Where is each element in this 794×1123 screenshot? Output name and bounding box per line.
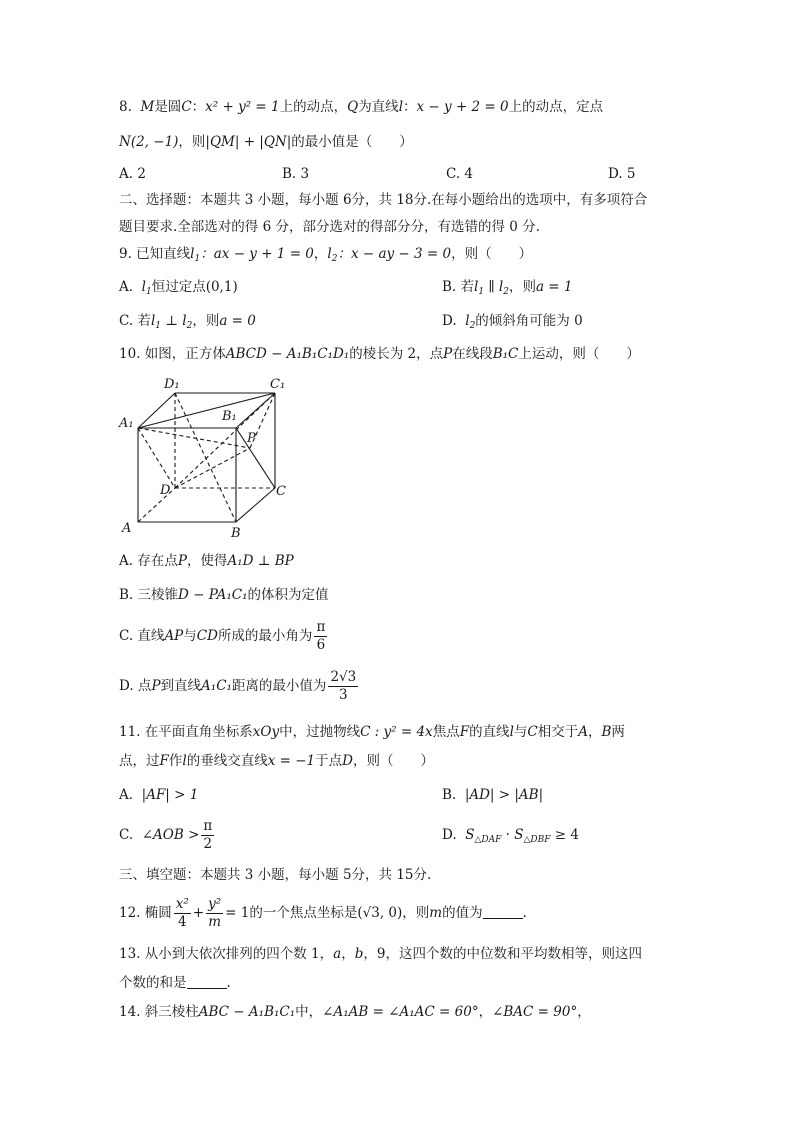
q10-text: A. 存在点 (119, 553, 178, 569)
fraction-x2-over-4 (174, 896, 191, 931)
q10-text: 距离的最小值为 (231, 678, 327, 694)
q10-option-c (119, 618, 329, 654)
section2-heading-cont: 题目要求.全部选对的得 6 分，部分选对的得部分分，有选错的得 0 分. (119, 219, 540, 235)
q10-point-p: P (151, 678, 161, 694)
q11-point-d: D (342, 753, 353, 769)
q11-text: 的垂线交直线 (186, 753, 268, 769)
q8-number: 8. (119, 99, 132, 115)
q9-l2: $l_2$ (498, 279, 509, 297)
q13-text: ，9，这四个数的中位数和平均数相等，则这四 (363, 946, 642, 962)
denominator: 4 (177, 914, 187, 930)
q10-text: 10. 如图，正方体 (119, 346, 226, 362)
q10-segment: B₁C (492, 346, 519, 362)
q9-l1: $l_1$ (190, 246, 201, 264)
q8-stem-line1 (119, 97, 603, 117)
q9-option-d (442, 311, 583, 336)
seg-d-p (175, 448, 250, 488)
q11-line-l: l (509, 724, 514, 740)
q10-a-equation: A₁D ⊥ BP (227, 553, 294, 569)
q10-text: 与 (183, 628, 197, 644)
q10-text: 的体积为定值 (247, 587, 329, 603)
q11-text: ， (587, 724, 602, 740)
area-subscript: △DAF (474, 835, 502, 845)
q11-stem-line2 (119, 751, 434, 771)
q10-text: ，使得 (186, 553, 228, 569)
q11-point-a: A (578, 724, 588, 740)
q10-text: B. 三棱锥 (119, 587, 179, 603)
seg-a1-p (138, 428, 250, 448)
denominator: 6 (316, 637, 326, 653)
q11-text: 点，过 (119, 753, 160, 769)
q11-option-b (442, 785, 543, 805)
q9-l1: $l_1$ (141, 279, 152, 297)
q13-var-a: a (333, 946, 342, 962)
denominator: m (208, 914, 222, 930)
q9-option-c (119, 311, 256, 336)
q12-text: ，则 (402, 905, 430, 921)
parallel-symbol: ∥ (484, 279, 499, 295)
fraction-y2-over-m (206, 896, 223, 931)
q11-text: 与 (513, 724, 528, 740)
numerator: x² (175, 896, 189, 912)
q13-text: 13. 从小到大依次排列的四个数 1， (119, 946, 334, 962)
q10-line-cd: CD (196, 628, 218, 644)
q10-option-a (119, 551, 294, 571)
q8-text: 是圆 (154, 99, 182, 115)
q10-text: C. 直线 (119, 628, 165, 644)
fraction-2sqrt3-over-3 (328, 669, 358, 704)
cube-figure (110, 370, 310, 545)
q9-l2: $l_2$ (327, 246, 338, 264)
option-letter: B. 若 (442, 279, 475, 295)
q12-text: 12. 椭圆 (119, 905, 172, 921)
fraction-pi-over-6 (314, 619, 327, 654)
diag-a1-c1 (138, 393, 275, 428)
q9-l1: $l_1$ (474, 279, 485, 297)
q14-text: ， (577, 1004, 591, 1020)
q13-stem-line1 (119, 944, 642, 964)
q11-text: 两 (611, 724, 625, 740)
q9-text: ，则（ ） (451, 246, 533, 262)
q12-var-m: m (429, 905, 443, 921)
q11-text: 11. 在平面直角坐标系 (119, 724, 253, 740)
q8-stem-line2 (119, 132, 413, 152)
q11-stem-line1 (119, 722, 625, 742)
numerator: π (316, 619, 326, 635)
answer-blank[interactable] (483, 904, 523, 919)
q11-text: 相交于 (537, 724, 579, 740)
q13-text: 个数的和是 (119, 975, 187, 991)
q8-text: 上的动点，定点 (508, 99, 604, 115)
q11-text: 中，过抛物线 (279, 724, 361, 740)
q11-c-equation: ∠AOB > (141, 827, 200, 843)
q11-a-equation: |AF| > 1 (141, 787, 199, 803)
label-c1: C₁ (270, 377, 286, 392)
numerator: π (203, 818, 213, 834)
q14-angle-2: ∠BAC = 90° (492, 1004, 578, 1020)
option-letter: D. (442, 827, 457, 843)
label-b: B (231, 526, 241, 541)
q13-text: . (226, 975, 231, 991)
q9-b-equation: a = 1 (535, 279, 573, 295)
section2-heading: 二、选择题：本题共 3 小题，每小题 6分，共 18分.在每小题给出的选项中，有多项符合 (119, 192, 648, 208)
q9-text: 9. 已知直线 (119, 246, 191, 262)
plus-sign: + (192, 905, 205, 921)
q8-option-c: C. 4 (446, 166, 474, 182)
q9-c-equation: a = 0 (219, 313, 256, 329)
q14-text: 14. 斜三棱柱 (119, 1004, 199, 1020)
option-letter: D. (442, 313, 457, 329)
q9-l2: $l_2$ (182, 313, 193, 331)
dot-operator: · (501, 827, 515, 843)
q8-text: ： (403, 99, 417, 115)
q11-focus: F (459, 724, 470, 740)
q9-l1-equation: ：ax − y + 1 = 0 (200, 246, 314, 262)
q12-text: 的一个焦点坐标是 (249, 905, 358, 921)
label-c: C (276, 484, 286, 499)
q9-text: ， (313, 246, 328, 262)
edge-b-c (236, 488, 275, 522)
q8-point-m: M (140, 99, 155, 115)
q10-line-ap: AP (164, 628, 184, 644)
perp-symbol: ⊥ (161, 313, 183, 329)
q8-text: ： (191, 99, 206, 115)
section3-heading: 三、填空题：本题共 3 小题，每小题 5分，共 15分. (119, 867, 432, 883)
q10-option-b (119, 585, 328, 605)
q9-text: 的倾斜角可能为 0 (475, 313, 583, 329)
label-d1: D₁ (164, 377, 180, 392)
q11-line-l: l (182, 753, 187, 769)
q12-stem (119, 895, 527, 931)
q10-text: D. 点 (119, 678, 152, 694)
q9-text: ，则 (192, 313, 220, 329)
q8-line-l: l (398, 99, 404, 115)
q14-text: 中， (295, 1004, 323, 1020)
q14-stem (119, 1002, 591, 1022)
q9-l1: $l_1$ (150, 313, 161, 331)
q11-point-b: B (601, 724, 612, 740)
option-letter: A. (119, 787, 134, 803)
q11-text: 作 (168, 753, 183, 769)
q11-b-equation: |AD| > |AB| (464, 787, 544, 803)
q11-text: 的直线 (469, 724, 510, 740)
q11-option-d (442, 825, 579, 850)
q10-line-a1c1: A₁C₁ (201, 678, 232, 694)
q8-option-b: B. 3 (282, 166, 310, 182)
q13-stem-line2 (119, 973, 231, 993)
q11-focus: F (159, 753, 169, 769)
q10-option-d (119, 668, 360, 704)
option-letter: C. 若 (119, 313, 151, 329)
label-p: P (247, 431, 256, 446)
q9-l2: $l_2$ (465, 313, 476, 331)
q8-point-n: N(2, −1) (119, 134, 179, 150)
q8-text: 为直线 (358, 99, 399, 115)
area-s: S (514, 827, 524, 843)
q14-prism: ABC − A₁B₁C₁ (198, 1004, 296, 1020)
q10-cube-name: ABCD − A₁B₁C₁D₁ (225, 346, 350, 362)
option-letter: A. (119, 279, 134, 295)
q12-text: 的值为 (442, 905, 483, 921)
q8-point-q: Q (347, 99, 359, 115)
q13-text: ， (341, 946, 355, 962)
q8-expression: |QM| + |QN| (205, 134, 292, 150)
q10-stem (119, 344, 640, 364)
q10-text: 上运动，则（ ） (518, 346, 640, 362)
area-subscript: △DBF (523, 835, 551, 845)
q9-text: ，则 (508, 279, 536, 295)
equals: = 1 (225, 905, 250, 921)
area-s: S (465, 827, 475, 843)
denominator: 2 (203, 836, 213, 852)
seg-d-c1 (175, 393, 275, 488)
q11-text: 焦点 (432, 724, 460, 740)
numerator: y² (208, 896, 222, 912)
q10-point-p: P (177, 553, 187, 569)
denominator: 3 (339, 687, 348, 703)
q14-angle-1: ∠A₁AB = ∠A₁AC = 60° (322, 1004, 479, 1020)
numerator: 2√3 (330, 669, 357, 685)
q8-option-d: D. 5 (608, 166, 636, 182)
q9-point: (0,1) (205, 279, 238, 295)
q11-option-a (119, 785, 198, 805)
q9-l2-equation: ：x − ay − 3 = 0 (337, 246, 452, 262)
label-b1: B₁ (222, 409, 237, 424)
q11-option-c (119, 817, 216, 853)
q10-text: 到直线 (160, 678, 202, 694)
q12-focus-point: (√3, 0) (357, 905, 403, 921)
q10-text: 在线段 (452, 346, 493, 362)
q8-option-a: A. 2 (119, 166, 146, 182)
q8-text: 的最小值是（ ） (291, 134, 413, 150)
q11-curve-c: C (527, 724, 538, 740)
q9-option-b (442, 277, 573, 302)
q11-parabola: C : y² = 4x (360, 724, 433, 740)
q11-directrix: x = −1 (267, 753, 316, 769)
q8-text: ，则 (178, 134, 206, 150)
seg-a1-d (138, 428, 175, 488)
q11-coord: xOy (252, 724, 280, 740)
q10-text: 所成的最小角为 (217, 628, 313, 644)
q11-text: 于点 (315, 753, 343, 769)
answer-blank[interactable] (187, 974, 227, 989)
q9-option-a (119, 277, 238, 302)
q9-stem (119, 244, 532, 269)
label-d: D (160, 483, 171, 498)
q14-text: ， (478, 1004, 493, 1020)
q10-point-p: P (443, 346, 453, 362)
q10-b-pyramid: D − PA₁C₁ (178, 587, 248, 603)
label-a: A (122, 521, 132, 536)
option-letter: B. (442, 787, 457, 803)
q10-text: 的棱长为 2，点 (349, 346, 444, 362)
fraction-pi-over-2 (201, 818, 214, 853)
q8-line-equation: x − y + 2 = 0 (416, 99, 509, 115)
q8-text: 上的动点， (279, 99, 348, 115)
q9-text: 恒过定点 (151, 279, 206, 295)
inequality: ≥ 4 (550, 827, 579, 843)
q13-var-b: b (354, 946, 364, 962)
q8-circle-equation: x² + y² = 1 (205, 99, 280, 115)
q11-text: ，则（ ） (352, 753, 434, 769)
q8-circle-name: C (181, 99, 192, 115)
label-a1: A₁ (119, 416, 134, 431)
option-letter: C. (119, 827, 134, 843)
q12-text: . (522, 905, 527, 921)
